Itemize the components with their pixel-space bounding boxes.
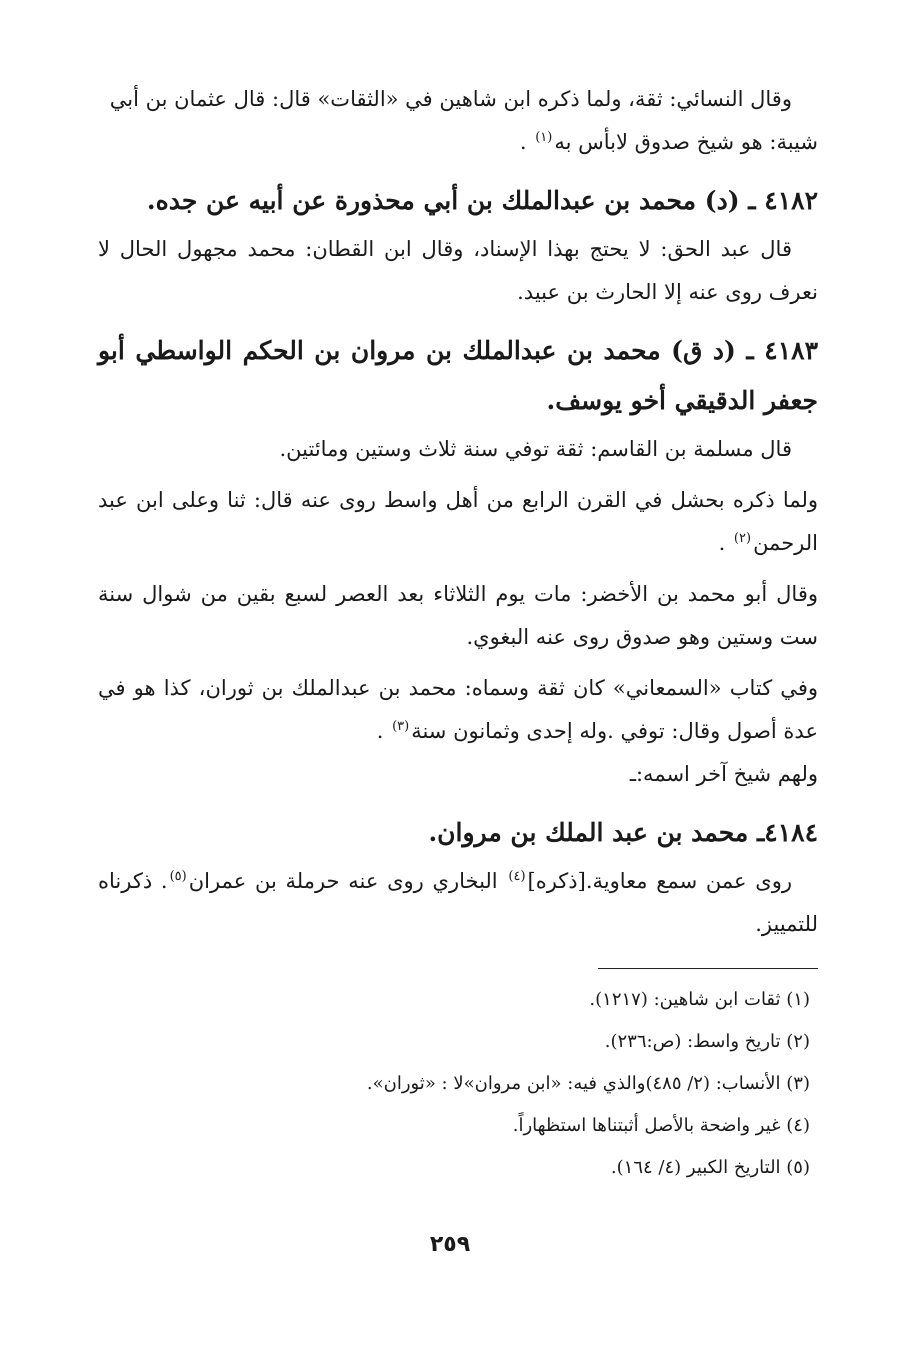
entry-4182-paragraph: قال عبد الحق: لا يحتج بهذا الإسناد، وقال ابن القطان: محمد مجهول الحال لا نعرف روى عنه إلا الحارث بن عبيد. (98, 237, 818, 304)
footnote-4: (٤) غير واضحة بالأصل أثبتناها استظهاراً. (512, 1115, 810, 1136)
entry-4184-paragraph (98, 860, 818, 946)
entry-4182-heading: ٤١٨٢ ـ (د) محمد بن عبدالملك بن أبي محذورة عن أبيه عن جده. (146, 186, 818, 215)
footnote-5: (٥) التاريخ الكبير (٤/ ١٦٤). (610, 1157, 810, 1178)
entry-4183-paragraph-3: وقال أبو محمد بن الأخضر: مات يوم الثلاثاء بعد العصر لسبع بقين من شوال سنة ست وستين وهو صدوق روى عنه البغوي. (98, 582, 818, 649)
entry-4184-heading: ٤١٨٤ـ محمد بن عبد الملك بن مروان. (428, 818, 818, 847)
footnote-2: (٢) تاريخ واسط: (ص:٢٣٦). (604, 1031, 810, 1052)
intro-line-2-end: . (519, 130, 534, 154)
page-body (98, 78, 818, 1189)
footnote-ref-4[interactable]: (٤) (508, 869, 526, 884)
entry-4183-paragraph-2 (98, 479, 818, 565)
footnote-ref-1[interactable]: (١) (535, 130, 553, 145)
entry-4183-paragraph-4-text: وفي كتاب «السمعاني» كان ثقة وسماه: محمد بن عبدالملك بن ثوران، كذا هو في عدة أصول وقال: توفي .وله إحدى وثمانون سنة (98, 676, 818, 743)
footnotes (98, 979, 818, 1189)
entry-4183-paragraph-2-end: . (718, 531, 732, 555)
entry-4183-heading: ٤١٨٣ ـ (د ق) محمد بن عبدالملك بن مروان بن الحكم الواسطي أبو جعفر الدقيقي أخو يوسف. (98, 336, 818, 415)
entry-4183-paragraph-5: ولهم شيخ آخر اسمه:ـ (629, 762, 818, 786)
entry-4184-text-c: . ذكرناه للتمييز. (98, 869, 818, 936)
entry-4183-paragraph-4-end: . (376, 719, 391, 743)
footnote-ref-2[interactable]: (٢) (733, 531, 752, 546)
intro-paragraph (98, 78, 818, 164)
entry-4184-text-b: البخاري روى عنه حرملة بن عمران (188, 869, 507, 893)
footnote-3: (٣) الأنساب: (٢/ ٤٨٥)والذي فيه: «ابن مروان»لا : «ثوران». (366, 1073, 810, 1094)
entry-4183-paragraph-4 (98, 667, 818, 753)
footnote-ref-5[interactable]: (٥) (169, 869, 187, 884)
intro-line-2: شيبة: هو شيخ صدوق لابأس به (554, 130, 818, 154)
intro-line-1: وقال النسائي: ثقة، ولما ذكره ابن شاهين في «الثقات» قال: قال عثمان بن أبي (109, 87, 792, 111)
entry-4184-text-a: روى عمن سمع معاوية.[ذكره] (527, 869, 792, 893)
footnote-ref-3[interactable]: (٣) (392, 719, 410, 734)
footnote-1: (١) ثقات ابن شاهين: (١٢١٧). (589, 989, 810, 1010)
entry-4183-paragraph-1: قال مسلمة بن القاسم: ثقة توفي سنة ثلاث وستين ومائتين. (279, 437, 792, 461)
page-number: ٢٥٩ (429, 1232, 471, 1257)
entry-4183-paragraph-2-text: ولما ذكره بحشل في القرن الرابع من أهل واسط روى عنه قال: ثنا وعلى ابن عبد الرحمن (98, 488, 818, 555)
footnote-divider (598, 968, 818, 969)
